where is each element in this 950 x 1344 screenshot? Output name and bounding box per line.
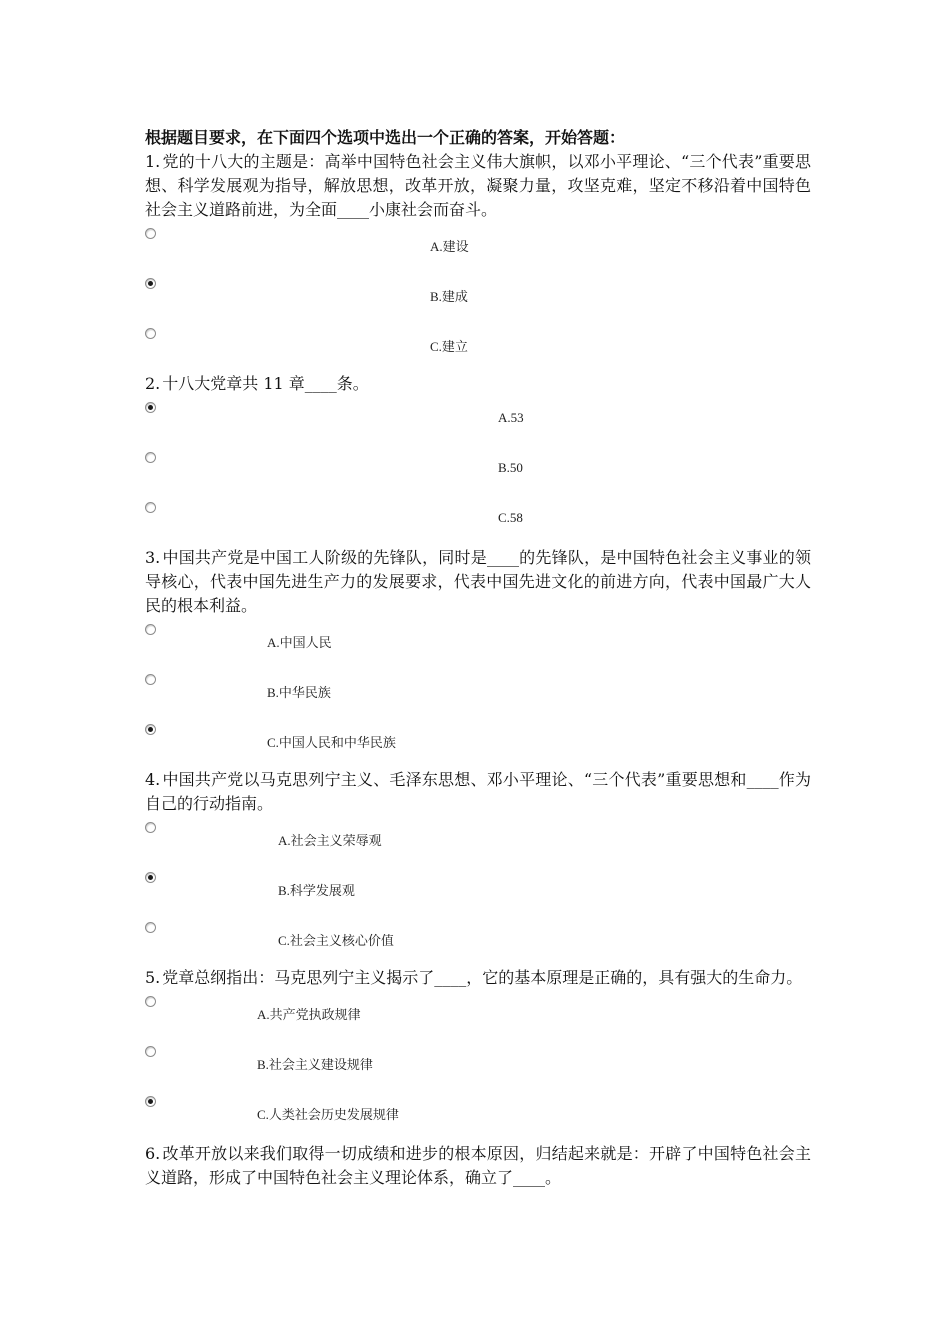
radio-button[interactable] — [145, 452, 156, 463]
question-2 — [145, 372, 811, 546]
question-text — [145, 966, 811, 990]
option-label: C.58 — [498, 510, 523, 525]
question-number: 4. — [145, 770, 161, 789]
option-a[interactable] — [145, 396, 811, 446]
question-1 — [145, 150, 811, 372]
question-4 — [145, 768, 811, 966]
radio-button[interactable] — [145, 502, 156, 513]
option-label: B.建成 — [430, 289, 468, 304]
radio-button[interactable] — [145, 624, 156, 635]
radio-button[interactable] — [145, 724, 156, 735]
option-b[interactable] — [145, 866, 811, 916]
instruction-text: 根据题目要求，在下面四个选项中选出一个正确的答案，开始答题： — [145, 128, 626, 147]
radio-button[interactable] — [145, 1096, 156, 1107]
question-text — [145, 1142, 811, 1190]
radio-button[interactable] — [145, 922, 156, 933]
option-label: A.中国人民 — [267, 635, 332, 650]
option-a[interactable] — [145, 990, 811, 1040]
option-c[interactable] — [145, 496, 811, 546]
option-b[interactable] — [145, 668, 811, 718]
question-body: 中国共产党是中国工人阶级的先锋队，同时是____的先锋队，是中国特色社会主义事业的领导核心，代表中国先进生产力的发展要求，代表中国先进文化的前进方向，代表中国最广大人民的根本利益。 — [145, 548, 811, 615]
option-b[interactable] — [145, 272, 811, 322]
option-c[interactable] — [145, 718, 811, 768]
question-number: 6. — [145, 1144, 161, 1163]
option-a[interactable] — [145, 222, 811, 272]
question-5 — [145, 966, 811, 1140]
option-label: A.共产党执政规律 — [257, 1007, 361, 1022]
radio-button[interactable] — [145, 822, 156, 833]
option-a[interactable] — [145, 618, 811, 668]
option-a[interactable] — [145, 816, 811, 866]
option-label: B.50 — [498, 460, 523, 475]
radio-button[interactable] — [145, 872, 156, 883]
option-label: B.社会主义建设规律 — [257, 1057, 373, 1072]
question-text — [145, 546, 811, 618]
question-body: 十八大党章共 11 章____条。 — [162, 374, 369, 393]
option-label: B.科学发展观 — [278, 883, 355, 898]
radio-button[interactable] — [145, 996, 156, 1007]
question-text — [145, 768, 811, 816]
option-c[interactable] — [145, 322, 811, 372]
option-b[interactable] — [145, 1040, 811, 1090]
question-6 — [145, 1142, 811, 1190]
option-c[interactable] — [145, 1090, 811, 1140]
question-body: 中国共产党以马克思列宁主义、毛泽东思想、邓小平理论、“三个代表”重要思想和____作为自己的行动指南。 — [145, 770, 811, 813]
question-number: 3. — [145, 548, 161, 567]
option-label: B.中华民族 — [267, 685, 331, 700]
question-text — [145, 372, 811, 396]
question-body: 党章总纲指出：马克思列宁主义揭示了____，它的基本原理是正确的，具有强大的生命力。 — [162, 968, 803, 987]
radio-button[interactable] — [145, 328, 156, 339]
option-label: C.社会主义核心价值 — [278, 933, 394, 948]
option-label: A.社会主义荣辱观 — [278, 833, 382, 848]
option-label: C.人类社会历史发展规律 — [257, 1107, 399, 1122]
quiz-content — [145, 126, 811, 1190]
radio-button[interactable] — [145, 1046, 156, 1057]
question-body: 党的十八大的主题是：高举中国特色社会主义伟大旗帜，以邓小平理论、“三个代表”重要思想、科学发展观为指导，解放思想，改革开放，凝聚力量，攻坚克难，坚定不移沿着中国特色社会主义道路前进，为全面____小康社会而奋斗。 — [145, 152, 811, 219]
radio-button[interactable] — [145, 674, 156, 685]
question-3 — [145, 546, 811, 768]
option-b[interactable] — [145, 446, 811, 496]
question-number: 2. — [145, 374, 161, 393]
radio-button[interactable] — [145, 228, 156, 239]
option-label: C.中国人民和中华民族 — [267, 735, 396, 750]
question-number: 1. — [145, 152, 161, 171]
option-label: A.建设 — [430, 239, 469, 254]
question-body: 改革开放以来我们取得一切成绩和进步的根本原因，归结起来就是：开辟了中国特色社会主义道路，形成了中国特色社会主义理论体系，确立了____。 — [145, 1144, 811, 1187]
option-label: C.建立 — [430, 339, 468, 354]
question-number: 5. — [145, 968, 161, 987]
option-c[interactable] — [145, 916, 811, 966]
question-text — [145, 150, 811, 222]
option-label: A.53 — [498, 410, 524, 425]
radio-button[interactable] — [145, 402, 156, 413]
radio-button[interactable] — [145, 278, 156, 289]
